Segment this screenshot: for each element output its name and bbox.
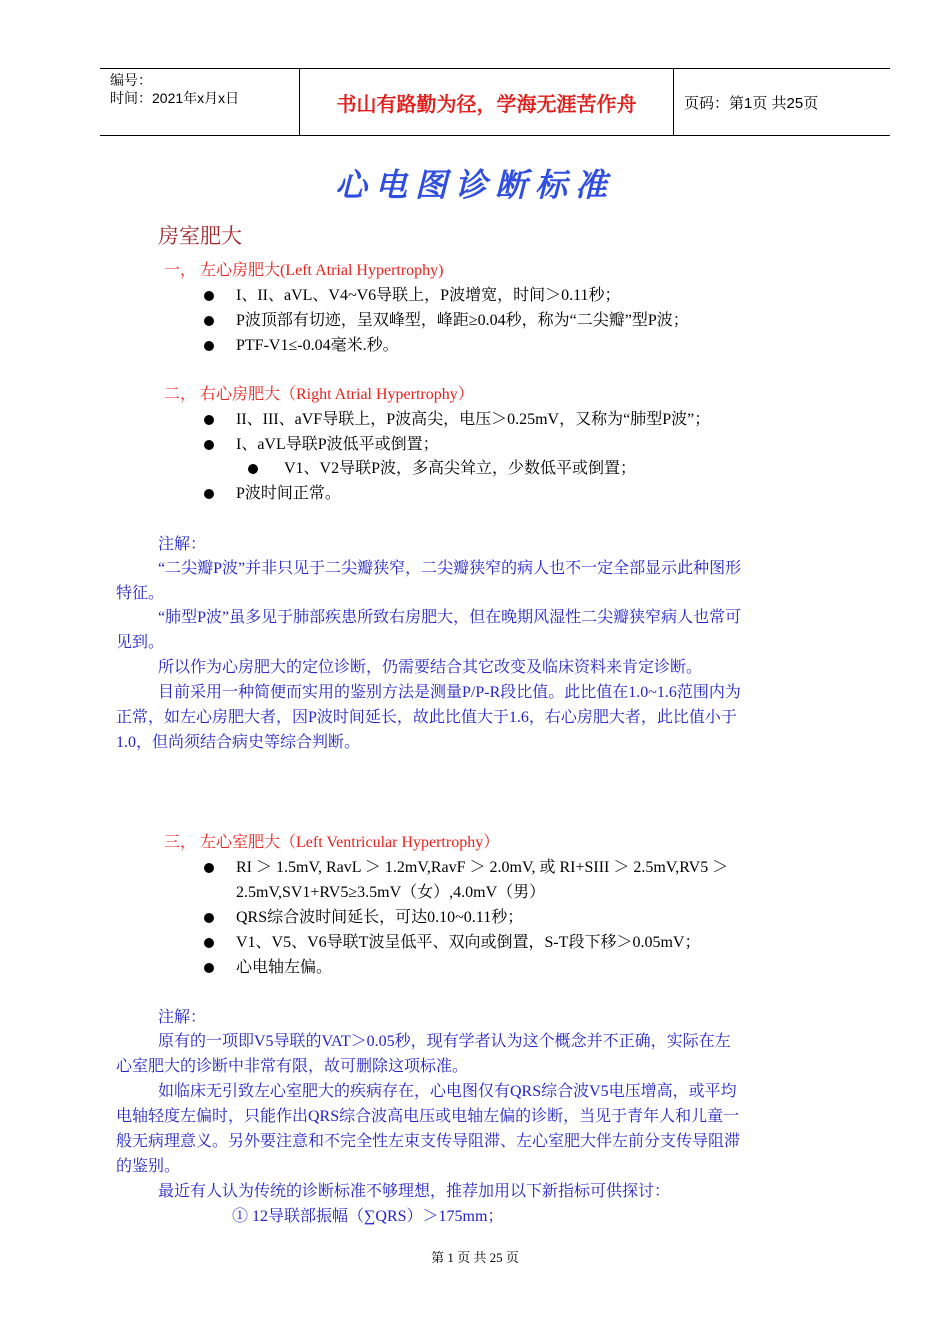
note-line: 原有的一项即V5导联的VAT＞0.05秒，现有学者认为这个概念并不正确，实际在左 xyxy=(158,1033,731,1050)
lvh-item: V1、V5、V6导联T波呈低平、双向或倒置，S-T段下移＞0.05mV； xyxy=(236,934,701,951)
bullet-icon xyxy=(204,863,214,873)
header-meta xyxy=(100,69,300,135)
document-number-label: 编号： xyxy=(110,72,152,88)
lvh-item: QRS综合波时间延长，可达0.10~0.11秒； xyxy=(236,909,524,926)
note-line: 电轴轻度左偏时，只能作出QRS综合波高电压或电轴左偏的诊断，当见于青年人和儿童一 xyxy=(116,1108,740,1125)
note-line: 特征。 xyxy=(116,585,165,602)
note-line: 心室肥大的诊断中非常有限，故可删除这项标准。 xyxy=(116,1058,469,1075)
note-line: 最近有人认为传统的诊断标准不够理想，推荐加用以下新指标可供探讨： xyxy=(158,1183,671,1200)
lvh-item: 2.5mV,SV1+RV5≥3.5mV（女）,4.0mV（男） xyxy=(236,884,546,901)
note-line: 般无病理意义。另外要注意和不完全性左束支传导阻滞、左心室肥大伴左前分支传导阻滞 xyxy=(116,1133,741,1150)
note-line: ① 12导联部振幅（∑QRS）＞175mm； xyxy=(232,1208,504,1225)
note-line: 见到。 xyxy=(116,634,165,651)
note-line: “二尖瓣P波”并非只见于二尖瓣狭窄，二尖瓣狭窄的病人也不一定全部显示此种图形 xyxy=(158,560,742,577)
bullet-icon xyxy=(204,963,214,973)
lvh-item: RI ＞ 1.5mV, RavL ＞ 1.2mV,RavF ＞ 2.0mV, 或 RI+SIII ＞ 2.5mV,RV5 ＞ xyxy=(236,859,729,876)
section-title: 房室肥大 xyxy=(158,224,242,248)
note-line: 目前采用一种简便而实用的鉴别方法是测量P/P-R段比值。此比值在1.0~1.6范围内为 xyxy=(158,684,741,701)
bullet-icon xyxy=(204,938,214,948)
bullet-icon xyxy=(204,316,214,326)
bullet-icon xyxy=(204,440,214,450)
rae-item: II、III、aVF导联上，P波高尖，电压＞0.25mV，又称为“肺型P波”； xyxy=(236,411,711,428)
note-line: 的鉴别。 xyxy=(116,1158,181,1175)
bullet-icon xyxy=(204,291,214,301)
rae-heading: 二， 右心房肥大（Right Atrial Hypertrophy） xyxy=(164,386,474,403)
rae-item: V1、V2导联P波，多高尖耸立，少数低平或倒置； xyxy=(284,460,637,477)
lvh-heading: 三， 左心室肥大（Left Ventricular Hypertrophy） xyxy=(164,834,500,851)
page-footer: 第 1 页 共 25 页 xyxy=(431,1250,519,1265)
lvh-item: 心电轴左偏。 xyxy=(236,959,333,976)
document-title: 心电图诊断标准 xyxy=(334,166,615,204)
lae-heading: 一， 左心房肥大(Left Atrial Hypertrophy) xyxy=(164,262,444,279)
bullet-icon xyxy=(204,913,214,923)
rae-item: I、aVL导联P波低平或倒置； xyxy=(236,436,439,453)
lae-item: I、II、aVL、V4~V6导联上，P波增宽，时间＞0.11秒； xyxy=(236,287,621,304)
note-line: “肺型P波”虽多见于肺部疾患所致右房肥大，但在晚期风湿性二尖瓣狭窄病人也常可 xyxy=(158,609,742,626)
note-label: 注解： xyxy=(158,1009,207,1026)
bullet-icon xyxy=(204,341,214,351)
bullet-icon xyxy=(204,415,214,425)
note-label: 注解： xyxy=(158,536,207,553)
rae-item: P波时间正常。 xyxy=(236,485,341,502)
page-header xyxy=(100,68,890,136)
lae-item: P波顶部有切迹，呈双峰型，峰距≥0.04秒，称为“二尖瓣”型P波； xyxy=(236,312,689,329)
header-page-info: 页码：第1页 共25页 xyxy=(684,94,819,112)
note-line: 如临床无引致左心室肥大的疾病存在，心电图仅有QRS综合波V5电压增高，或平均 xyxy=(158,1083,737,1100)
document-date: 时间：2021年x月x日 xyxy=(110,90,240,106)
header-motto: 书山有路勤为径，学海无涯苦作舟 xyxy=(300,69,674,135)
bullet-icon xyxy=(248,464,258,474)
lae-item: PTF-V1≤-0.04毫米.秒。 xyxy=(236,337,399,354)
note-line: 1.0，但尚须结合病史等综合判断。 xyxy=(116,734,361,751)
note-line: 正常，如左心房肥大者，因P波时间延长，故此比值大于1.6，右心房肥大者，此比值小于 xyxy=(116,709,737,726)
bullet-icon xyxy=(204,489,214,499)
note-line: 所以作为心房肥大的定位诊断，仍需要结合其它改变及临床资料来肯定诊断。 xyxy=(158,659,703,676)
